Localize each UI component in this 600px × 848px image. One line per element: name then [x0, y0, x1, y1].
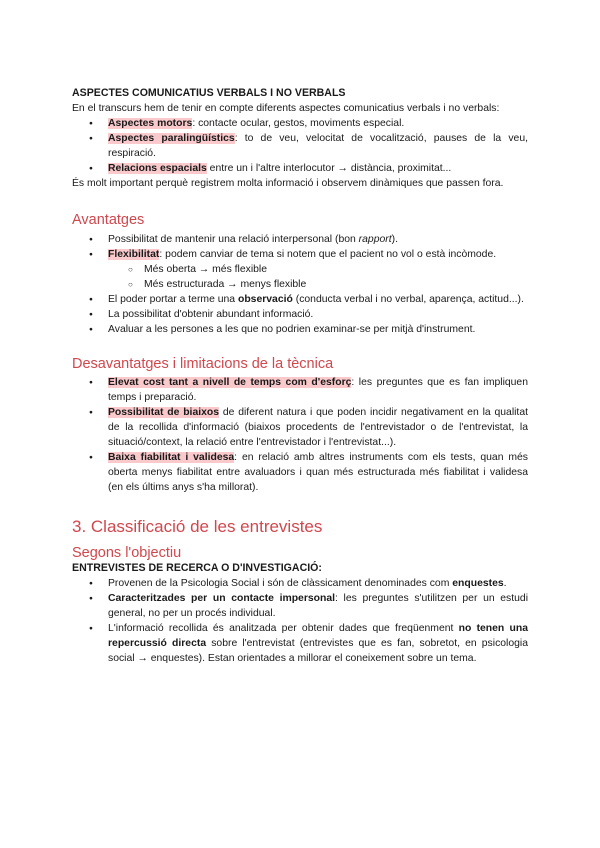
- highlight-term: Elevat cost tant a nivell de temps com d'esforç: [108, 377, 352, 388]
- item-bold: enquestes: [452, 578, 504, 589]
- avantatges-sublist: [72, 262, 528, 292]
- item-text: : contacte ocular, gestos, moviments especial.: [192, 118, 405, 129]
- highlight-term: Flexibilitat: [108, 249, 160, 260]
- list-item: [72, 591, 528, 621]
- list-item: [72, 450, 528, 495]
- item-text: Possibilitat de mantenir una relació interpersonal (bon: [108, 234, 359, 245]
- item-emphasis: rapport: [358, 234, 392, 245]
- item-text: ).: [391, 234, 398, 245]
- item-text: : les preguntes que es fan impliquen temps i preparació.: [108, 377, 528, 403]
- item-text: L'informació recollida és analitzada per obtenir dades que freqüenment: [108, 623, 459, 634]
- list-item: [72, 247, 528, 262]
- item-bold: Caracteritzades per un contacte impersonal: [108, 593, 336, 604]
- document-page: [72, 86, 528, 666]
- section-heading-aspectes: ASPECTES COMUNICATIUS VERBALS I NO VERBALS: [72, 87, 346, 99]
- sub-list-item: ○ Més oberta → més flexible: [72, 262, 528, 277]
- highlight-term: Aspectes paralingüístics: [108, 133, 235, 144]
- item-text: de diferent natura i que poden incidir negativament en la qualitat de la recollida d'informació (biaixos procedents de l'entrevistador o de l'entrevistat, la situació/context, la relació entre l'entrevistador i l'entrevistat...).: [108, 407, 528, 448]
- item-text: Provenen de la Psicologia Social i són de clàssicament denominades com: [108, 578, 453, 589]
- item-text: (conducta verbal i no verbal, aparença, actitud...).: [292, 294, 524, 305]
- list-item: ● La possibilitat d'obtenir abundant informació.: [72, 307, 528, 322]
- list-item: [72, 405, 528, 450]
- highlight-term: Relacions espacials: [108, 163, 207, 174]
- intro-paragraph: En el transcurs hem de tenir en compte diferents aspectes comunicatius verbals i no verbals:: [72, 103, 500, 114]
- desavantatges-list: [72, 375, 528, 495]
- list-item: [72, 576, 528, 591]
- item-bold: no tenen una repercussió directa: [108, 623, 528, 649]
- list-item: [72, 116, 528, 131]
- list-item: [72, 161, 528, 176]
- highlight-term: Possibilitat de biaixos: [108, 407, 220, 418]
- list-item: [72, 131, 528, 161]
- list-item: ● Avaluar a les persones a les que no podrien examinar-se per mitjà d'instrument.: [72, 322, 528, 337]
- avantatges-heading: Avantatges: [72, 212, 145, 228]
- item-bold: observació: [237, 294, 293, 305]
- avantatges-list: [72, 232, 528, 262]
- item-text: entre un i l'altre interlocutor → distància, proximitat...: [206, 163, 452, 174]
- segons-objectiu-heading: Segons l'objectiu: [72, 545, 182, 561]
- recerca-list: [72, 576, 528, 666]
- avantatges-list-cont: [72, 292, 528, 337]
- section-3-heading: 3. Classificació de les entrevistes: [72, 517, 323, 536]
- item-text: .: [503, 578, 507, 589]
- highlight-term: Aspectes motors: [108, 118, 193, 129]
- entrevistes-recerca-title: ENTREVISTES DE RECERCA O D'INVESTIGACIÓ:: [72, 562, 322, 574]
- highlight-term: Baixa fiabilitat i validesa: [108, 452, 235, 463]
- item-text: : podem canviar de tema si notem que el pacient no vol o està incòmode.: [159, 249, 497, 260]
- sub-list-item: ○ Més estructurada → menys flexible: [72, 277, 528, 292]
- list-item: [72, 621, 528, 666]
- item-text: El poder portar a terme una: [108, 294, 238, 305]
- outro-paragraph: És molt important perquè registrem molta informació i observem dinàmiques que passen fora.: [72, 178, 504, 189]
- list-item: [72, 232, 528, 247]
- item-text: : to de veu, velocitat de vocalització, pauses de la veu, respiració.: [108, 133, 528, 159]
- item-text: sobre l'entrevistat (entrevistes que es fan, sobretot, en psicologia social → enquestes). Estan orientades a millorar el coneixement sobre un tema.: [108, 638, 528, 664]
- aspectes-list: [72, 116, 528, 176]
- item-text: : les preguntes s'utilitzen per un estudi general, no per un procés individual.: [108, 593, 528, 619]
- desavantatges-heading: Desavantatges i limitacions de la tècnica: [72, 356, 334, 372]
- list-item: [72, 292, 528, 307]
- item-text: : en relació amb altres instruments com els tests, quan més oberta menys fiabilitat entre avaluadors i quan més estructurada més fiabilitat i validesa (en els últims anys s'ha millorat).: [108, 452, 528, 493]
- list-item: [72, 375, 528, 405]
